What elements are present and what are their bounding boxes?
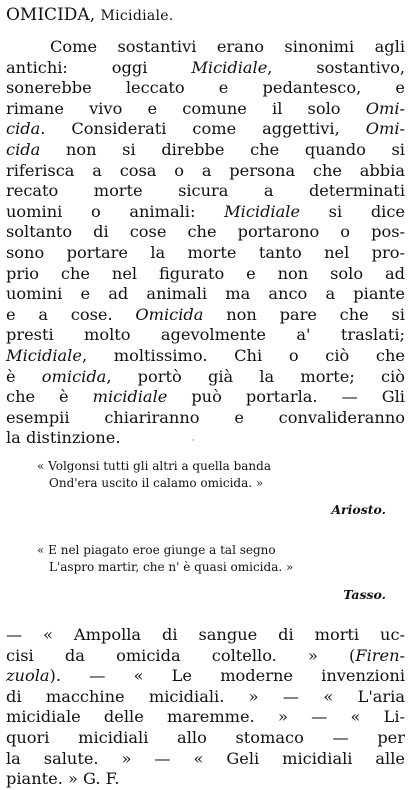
body-line: Come sostantivi erano sinonimi agli xyxy=(50,37,405,56)
entry-headword-secondary: Micidiale. xyxy=(100,8,174,24)
body-line: che è micidiale può portarla. — Gli xyxy=(6,387,405,407)
body-line: è omicida, portò già la morte; ciò xyxy=(6,366,405,386)
body-line: uomini e ad animali ma anco a piante xyxy=(6,284,405,304)
body-line: presti molto agevolmente a' traslati; xyxy=(6,325,405,345)
body-line: esempii chiariranno e convalideranno xyxy=(6,407,405,427)
tail-line: di macchine micidiali. » — « L'aria xyxy=(6,686,405,706)
tail-line: la salute. » — « Geli micidiali alle xyxy=(6,748,405,768)
examples-section xyxy=(6,625,405,790)
body-line: cida non si direbbe che quando si xyxy=(6,139,405,159)
quote-author: Tasso. xyxy=(343,587,386,602)
quote-line: « E nel piagato eroe giunge a tal segno xyxy=(37,543,276,557)
quote-line: L'aspro martir, che n' è quasi omicida. » xyxy=(49,559,294,574)
tail-line: micidiale delle maremme. » — « Li- xyxy=(6,707,405,727)
entry-headword: OMICIDA, xyxy=(6,5,96,25)
body-line: e a cose. Omicida non pare che si xyxy=(6,304,405,324)
quote-author: Ariosto. xyxy=(331,502,386,517)
entry-body xyxy=(6,37,405,449)
quote-line: « Volgonsi tutti gli altri a quella banda xyxy=(37,459,271,473)
quote-verse xyxy=(37,458,271,491)
tail-line: zuola). — « Le moderne invenzioni xyxy=(6,666,405,686)
separator-dot: · xyxy=(192,436,195,445)
tail-line: cisi da omicida coltello. » (Firen- xyxy=(6,645,405,665)
body-line: sonerebbe leccato e pedantesco, e xyxy=(6,78,405,98)
tail-line: — « Ampolla di sangue di morti uc- xyxy=(6,625,405,644)
body-line: la distinzione. xyxy=(6,428,121,448)
body-line: Micidiale, moltissimo. Chi o ciò che xyxy=(6,345,405,365)
body-line: sono portare la morte tanto nel pro- xyxy=(6,242,405,262)
body-line: riferisca a cosa o a persona che abbia xyxy=(6,160,405,180)
body-line: antichi: oggi Micidiale, sostantivo, xyxy=(6,57,406,77)
body-line: recato morte sicura a determinati xyxy=(6,181,405,201)
tail-line: piante. » G. F. xyxy=(6,769,120,789)
quote-line: Ond'era uscito il calamo omicida. » xyxy=(49,475,264,490)
body-line: cida. Considerati come aggettivi, Omi- xyxy=(6,119,405,139)
quote-verse xyxy=(37,542,293,575)
entry-heading xyxy=(6,4,174,27)
tail-line: quori micidiali allo stomaco — per xyxy=(6,727,405,747)
body-line: uomini o animali: Micidiale si dice xyxy=(6,201,406,221)
body-line: prio che nel figurato e non solo ad xyxy=(6,263,405,283)
body-line: rimane vivo e comune il solo Omi- xyxy=(6,98,405,118)
body-line: soltanto di cose che portarono o pos- xyxy=(6,222,405,242)
